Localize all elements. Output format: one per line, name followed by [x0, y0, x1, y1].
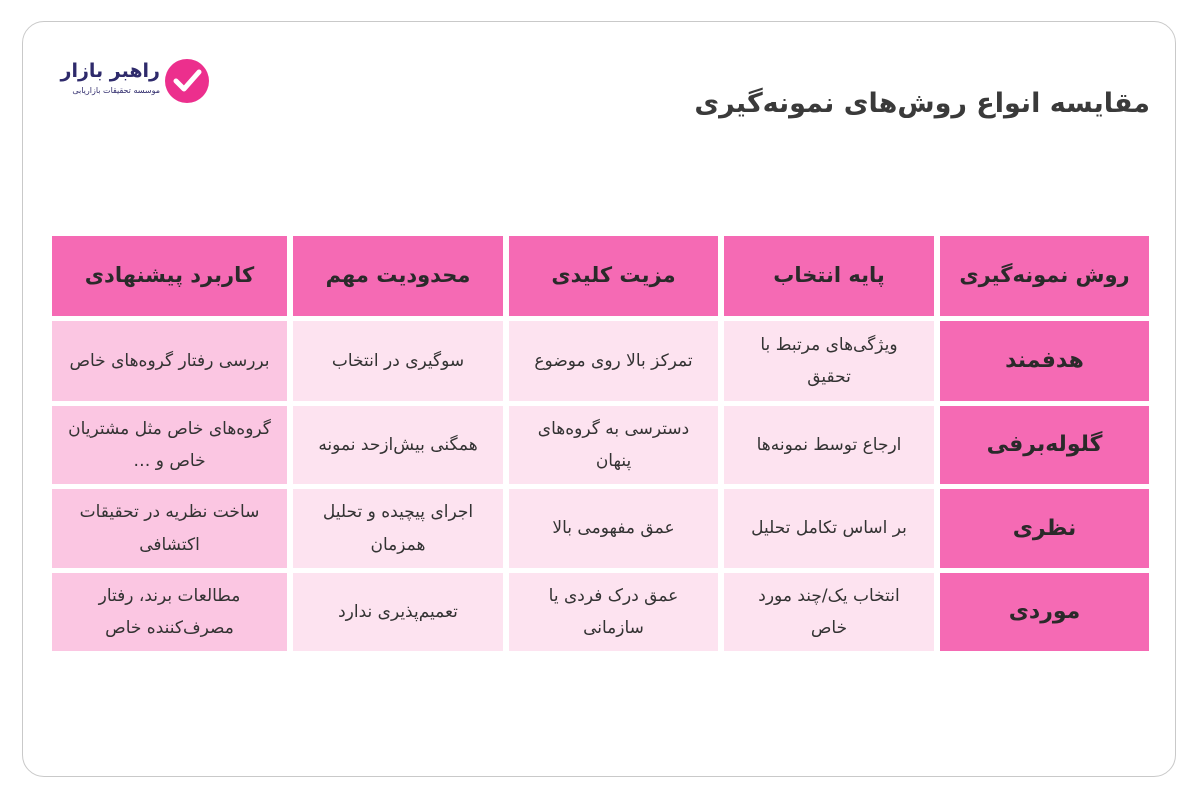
table-cell-application: گروه‌های خاص مثل مشتریان خاص و …: [52, 406, 287, 484]
table-cell-application: مطالعات برند، رفتار مصرف‌کننده خاص: [52, 573, 287, 651]
table-cell-basis: بر اساس تکامل تحلیل: [724, 489, 934, 568]
table-cell-application: ساخت نظریه در تحقیقات اکتشافی: [52, 489, 287, 568]
table-cell-limitation: تعمیم‌پذیری ندارد: [293, 573, 503, 651]
row-header-method: نظری: [940, 489, 1149, 568]
logo-name: راهبر بازار: [60, 60, 160, 82]
row-header-method: موردی: [940, 573, 1149, 651]
column-header-application: کاربرد پیشنهادی: [52, 236, 287, 316]
table-cell-limitation: اجرای پیچیده و تحلیل همزمان: [293, 489, 503, 568]
table-cell-limitation: سوگیری در انتخاب: [293, 321, 503, 401]
table-cell-application: بررسی رفتار گروه‌های خاص: [52, 321, 287, 401]
table-cell-advantage: دسترسی به گروه‌های پنهان: [509, 406, 718, 484]
table-cell-basis: ارجاع توسط نمونه‌ها: [724, 406, 934, 484]
table-cell-advantage: تمرکز بالا روی موضوع: [509, 321, 718, 401]
page-title: مقایسه انواع روش‌های نمونه‌گیری: [694, 88, 1150, 119]
brand-logo: [60, 58, 216, 104]
logo-tagline: موسسه تحقیقات بازاریابی: [72, 86, 160, 95]
row-header-method: هدفمند: [940, 321, 1149, 401]
column-header-advantage: مزیت کلیدی: [509, 236, 718, 316]
row-header-method: گلوله‌برفی: [940, 406, 1149, 484]
table-cell-basis: انتخاب یک/چند مورد خاص: [724, 573, 934, 651]
table-cell-advantage: عمق مفهومی بالا: [509, 489, 718, 568]
comparison-table: [52, 236, 1149, 651]
table-cell-basis: ویژگی‌های مرتبط با تحقیق: [724, 321, 934, 401]
column-header-method: روش نمونه‌گیری: [940, 236, 1149, 316]
column-header-basis: پایه انتخاب: [724, 236, 934, 316]
table-cell-limitation: همگنی بیش‌ازحد نمونه: [293, 406, 503, 484]
checkmark-icon: [164, 58, 210, 104]
column-header-limitation: محدودیت مهم: [293, 236, 503, 316]
table-cell-advantage: عمق درک فردی یا سازمانی: [509, 573, 718, 651]
